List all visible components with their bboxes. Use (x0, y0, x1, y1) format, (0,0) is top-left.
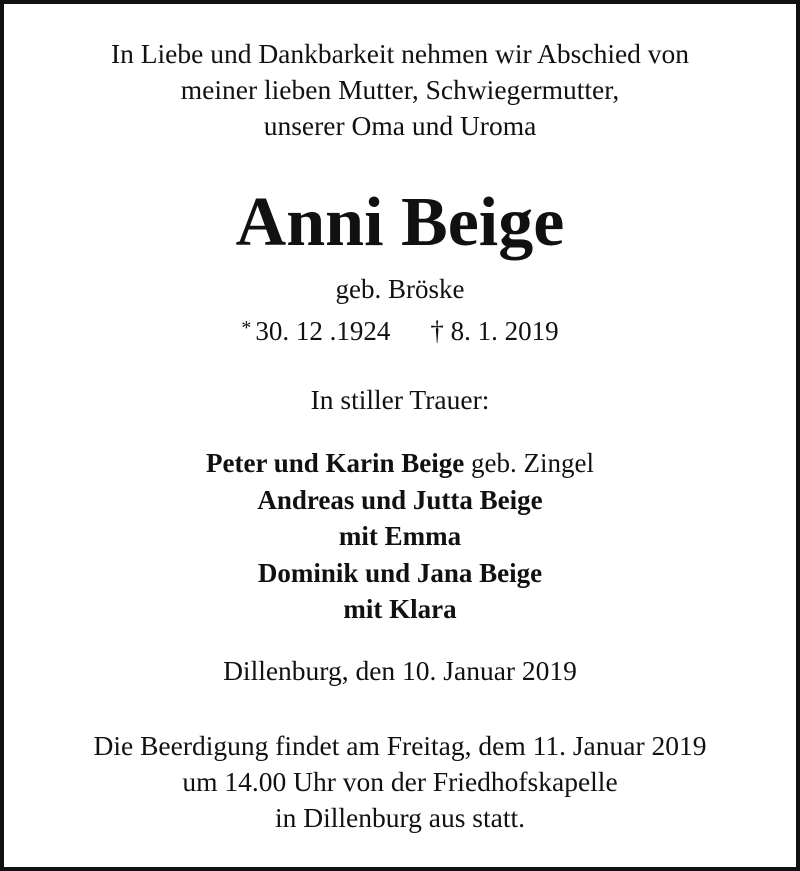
family-line-5: mit Klara (343, 594, 457, 624)
birth-symbol: * (241, 317, 252, 339)
place-and-date: Dillenburg, den 10. Januar 2019 (223, 655, 577, 686)
family-line-2: Andreas und Jutta Beige (257, 484, 543, 515)
family-line-1-maiden: geb. Zingel (471, 448, 594, 478)
family-line-1 (0, 445, 800, 482)
death-symbol: † (430, 316, 444, 346)
maiden-name: geb. Bröske (335, 274, 465, 304)
death-date: 8. 1. 2019 (450, 316, 559, 346)
mourning-heading: In stiller Trauer: (310, 384, 490, 415)
birth-date: 30. 12 .1924 (255, 316, 391, 346)
funeral-notice (0, 728, 800, 836)
intro-line-2: meiner lieben Mutter, Schwiegermutter, (180, 74, 620, 105)
family-list (0, 445, 800, 628)
deceased-name: Anni Beige (235, 184, 565, 261)
family-line-1-names: Peter und Karin Beige (206, 448, 465, 478)
funeral-line-1: Die Beerdigung findet am Freitag, dem 11. Januar 2019 (93, 730, 707, 761)
intro-text (0, 36, 800, 144)
intro-line-3: unserer Oma und Uroma (263, 110, 537, 141)
family-line-4: Dominik und Jana Beige (257, 557, 543, 588)
funeral-line-2: um 14.00 Uhr von der Friedhofskapelle (182, 766, 618, 797)
family-line-3: mit Emma (338, 521, 462, 551)
life-dates (0, 310, 800, 349)
funeral-line-3: in Dillenburg aus statt. (274, 802, 526, 833)
intro-line-1: In Liebe und Dankbarkeit nehmen wir Abschied von (110, 38, 690, 69)
